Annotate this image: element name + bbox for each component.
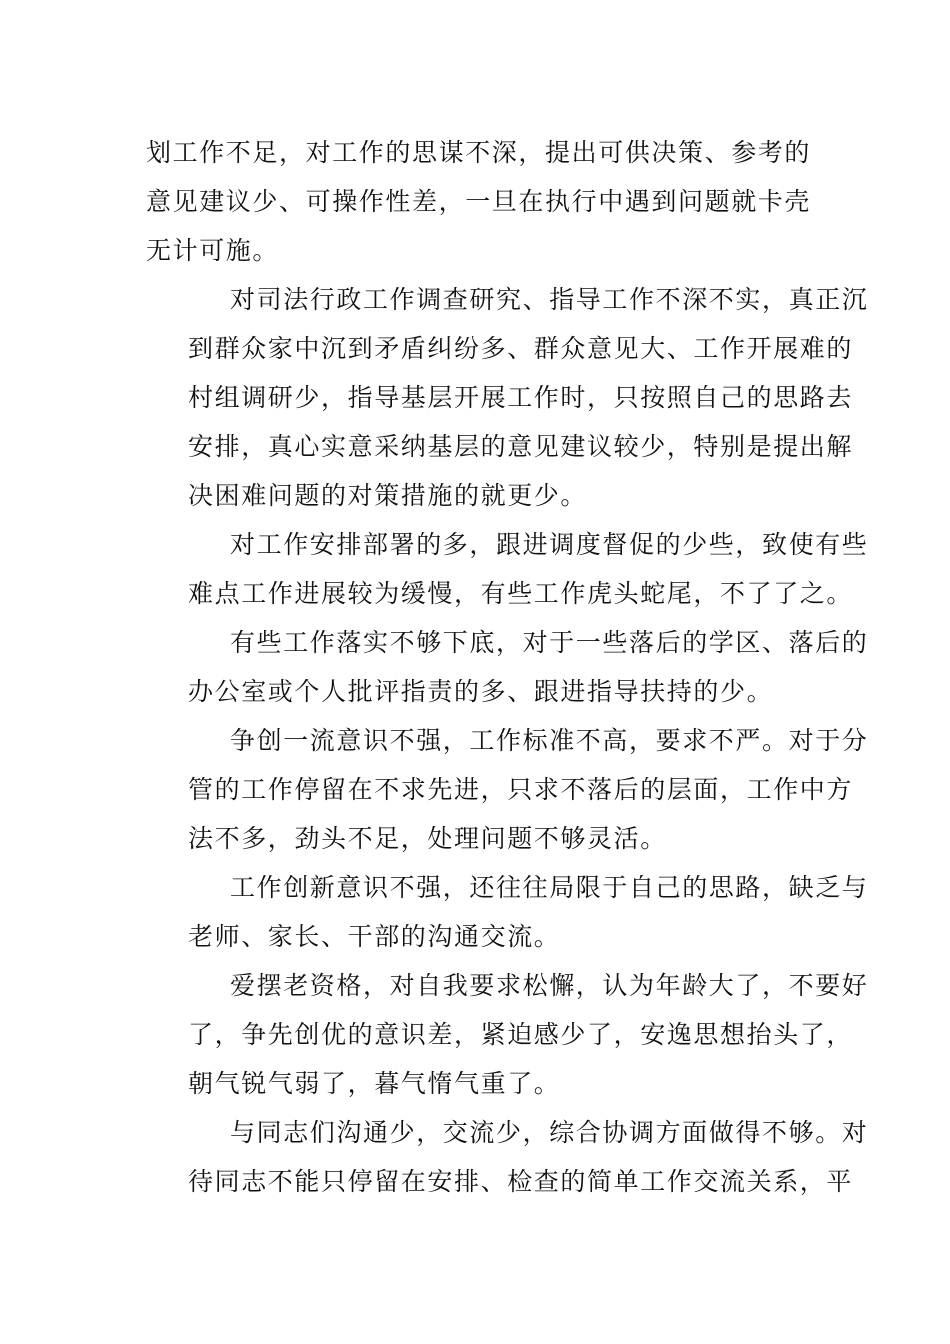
text-line: 对工作安排部署的多，跟进调度督促的少些，致使有些: [230, 530, 869, 559]
text-line: 管的工作停留在不求先进，只求不落后的层面，工作中方: [188, 775, 854, 804]
paragraph: [146, 128, 810, 275]
text-line: 工作创新意识不强，还往往局限于自己的思路，缺乏与: [230, 873, 869, 902]
text-line: 到群众家中沉到矛盾纠纷多、群众意见大、工作开展难的: [188, 334, 854, 363]
text-line: 老师、家长、干部的沟通交流。: [188, 922, 561, 951]
text-line: 划工作不足，对工作的思谋不深，提出可供决策、参考的: [146, 138, 812, 167]
text-line: 对司法行政工作调查研究、指导工作不深不实，真正沉: [230, 285, 869, 314]
paragraph: [146, 863, 869, 961]
text-line: 难点工作进展较为缓慢，有些工作虎头蛇尾，不了了之。: [188, 579, 854, 608]
paragraph: [146, 275, 869, 520]
text-line: 办公室或个人批评指责的多、跟进指导扶持的少。: [188, 677, 774, 706]
paragraph: [146, 961, 869, 1108]
text-line: 爱摆老资格，对自我要求松懈，认为年龄大了，不要好: [230, 971, 869, 1000]
text-line: 与同志们沟通少，交流少，综合协调方面做得不够。对: [230, 1118, 869, 1147]
document-body: [146, 128, 869, 1206]
text-line: 决困难问题的对策措施的就更少。: [188, 481, 588, 510]
text-line: 法不多，劲头不足，处理问题不够灵活。: [188, 824, 667, 853]
text-line: 安排，真心实意采纳基层的意见建议较少，特别是提出解: [188, 432, 854, 461]
text-line: 了，争先创优的意识差，紧迫感少了，安逸思想抬头了，: [188, 1020, 854, 1049]
paragraph: [146, 1108, 869, 1206]
text-line: 待同志不能只停留在安排、检查的简单工作交流关系，平: [188, 1167, 854, 1196]
text-line: 争创一流意识不强，工作标准不高，要求不严。对于分: [230, 726, 869, 755]
text-line: 朝气锐气弱了，暮气惰气重了。: [188, 1069, 561, 1098]
paragraph: [146, 520, 869, 618]
paragraph: [146, 618, 869, 716]
text-line: 有些工作落实不够下底，对于一些落后的学区、落后的: [230, 628, 869, 657]
paragraph: [146, 716, 869, 863]
text-line: 村组调研少，指导基层开展工作时，只按照自己的思路去: [188, 383, 854, 412]
text-line: 意见建议少、可操作性差，一旦在执行中遇到问题就卡壳: [146, 187, 812, 216]
text-line: 无计可施。: [146, 236, 280, 265]
